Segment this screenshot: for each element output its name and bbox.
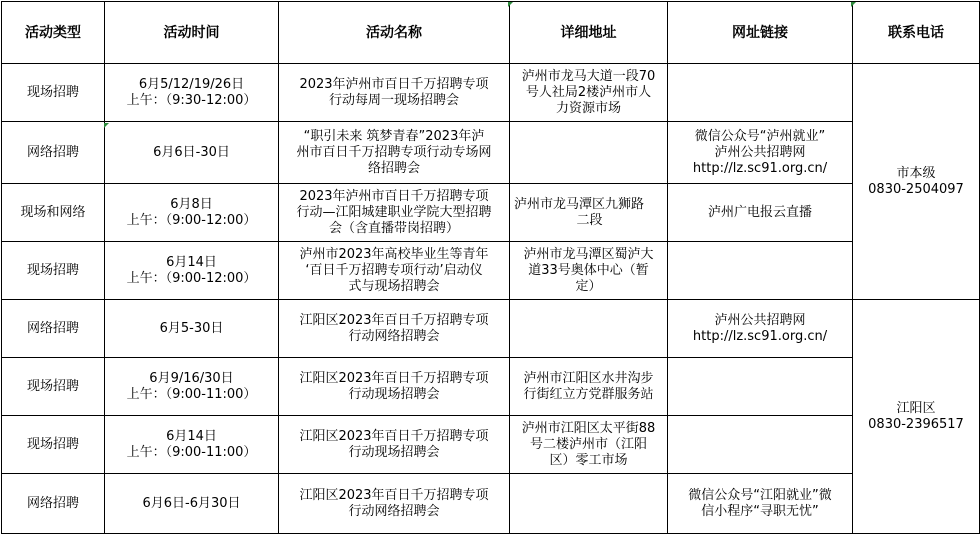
cell-name: 江阳区2023年百日千万招聘专项 行动现场招聘会 [279,358,510,416]
cell-name: 2023年泸州市百日千万招聘专项 行动每周一现场招聘会 [279,64,510,122]
header-phone: 联系电话 [853,2,980,64]
cell-link: 泸州公共招聘网 http://lz.sc91.org.cn/ [668,300,853,358]
comment-marker [851,2,856,7]
cell-time: 6月8日 上午：（9:00-12:00） [105,184,279,242]
cell-type: 网络招聘 [2,300,105,358]
cell-name: 江阳区2023年百日千万招聘专项 行动网络招聘会 [279,474,510,534]
cell-link [668,416,853,474]
cell-address [510,474,668,534]
comment-marker [508,2,513,7]
cell-type: 现场招聘 [2,358,105,416]
table-row [2,184,980,242]
cell-name: 江阳区2023年百日千万招聘专项 行动网络招聘会 [279,300,510,358]
header-address: 详细地址 [510,2,668,64]
cell-link [668,64,853,122]
cell-time: 6月9/16/30日 上午：（9:00-11:00） [105,358,279,416]
url-link[interactable]: http://lz.sc91.org.cn/ [692,160,828,176]
cell-name: “职引未来 筑梦青春”2023年泸 州市百日千万招聘专项行动专场网 络招聘会 [279,122,510,184]
cell-type: 网络招聘 [2,474,105,534]
cell-phone: 江阳区 0830-2396517 [853,300,980,534]
cell-address: 泸州市龙马潭区九狮路 二段 [510,184,668,242]
header-row [2,2,980,64]
header-time: 活动时间 [105,2,279,64]
cell-address [510,300,668,358]
table-row [2,300,980,358]
table-row [2,358,980,416]
cell-link [668,242,853,300]
cell-time: 6月6日-30日 [105,122,279,184]
cell-address: 泸州市龙马潭区蜀泸大 道33号奥体中心（暂 定） [510,242,668,300]
cell-type: 网络招聘 [2,122,105,184]
cell-type: 现场招聘 [2,416,105,474]
table-row [2,416,980,474]
cell-link: 微信公众号“泸州就业” 泸州公共招聘网 http://lz.sc91.org.cn/ [668,122,853,184]
table-row [2,122,980,184]
cell-time: 6月5-30日 [105,300,279,358]
cell-time: 6月6日-6月30日 [105,474,279,534]
cell-address: 泸州市江阳区太平街88 号二楼泸州市（江阳 区）零工市场 [510,416,668,474]
cell-link: 泸州广电报云直播 [668,184,853,242]
cell-name: 泸州市2023年高校毕业生等青年 ‘百日千万招聘专项行动’启动仪 式与现场招聘会 [279,242,510,300]
cell-name: 江阳区2023年百日千万招聘专项 行动现场招聘会 [279,416,510,474]
cell-time: 6月14日 上午：（9:00-12:00） [105,242,279,300]
cell-type: 现场和网络 [2,184,105,242]
table-row [2,64,980,122]
header-type: 活动类型 [2,2,105,64]
cell-type: 现场招聘 [2,242,105,300]
cell-link [668,358,853,416]
header-name: 活动名称 [279,2,510,64]
table-row [2,474,980,534]
table-row [2,242,980,300]
comment-marker [104,123,109,128]
recruitment-table [1,1,980,534]
cell-type: 现场招聘 [2,64,105,122]
url-link[interactable]: http://lz.sc91.org.cn/ [692,328,828,344]
cell-address: 泸州市龙马大道一段70 号人社局2楼泸州市人 力资源市场 [510,64,668,122]
cell-name: 2023年泸州市百日千万招聘专项 行动—江阳城建职业学院大型招聘 会（含直播带岗招聘） [279,184,510,242]
cell-time: 6月14日 上午：（9:00-11:00） [105,416,279,474]
cell-time: 6月5/12/19/26日 上午：（9:30-12:00） [105,64,279,122]
cell-address [510,122,668,184]
cell-phone: 市本级 0830-2504097 [853,64,980,300]
cell-address: 泸州市江阳区水井沟步 行街红立方党群服务站 [510,358,668,416]
cell-link: 微信公众号“江阳就业”微 信小程序“寻职无忧” [668,474,853,534]
header-link: 网址链接 [668,2,853,64]
